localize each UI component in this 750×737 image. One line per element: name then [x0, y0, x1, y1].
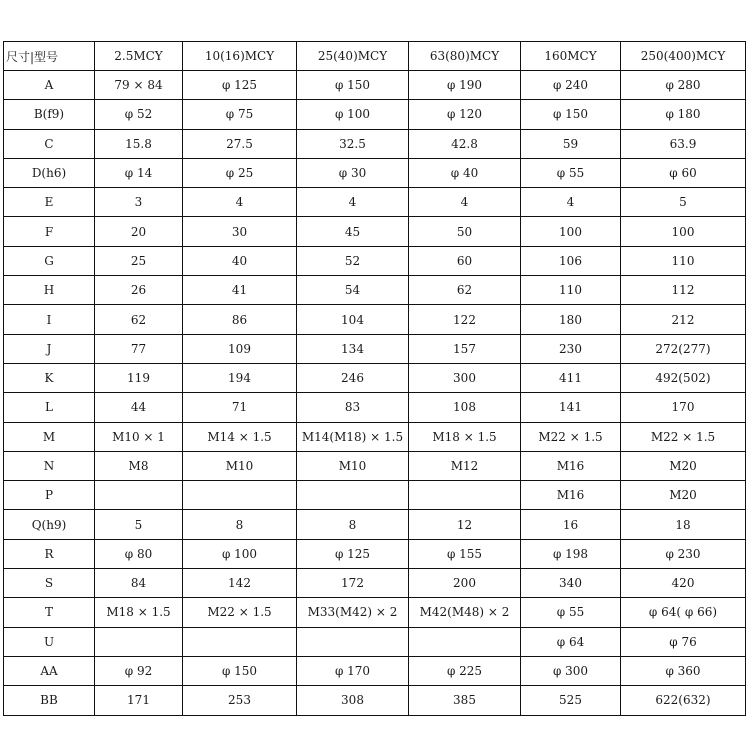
- table-row: [4, 363, 746, 392]
- table-cell: 44: [95, 393, 183, 422]
- table-cell: 142: [183, 569, 297, 598]
- table-row: [4, 217, 746, 246]
- table-cell: M14 × 1.5: [183, 422, 297, 451]
- table-cell: φ 120: [409, 100, 521, 129]
- table-cell: φ 14: [95, 158, 183, 187]
- row-label: K: [4, 363, 95, 392]
- table-row: [4, 158, 746, 187]
- table-cell: φ 155: [409, 539, 521, 568]
- table-cell: φ 240: [521, 71, 621, 100]
- table-cell: [183, 481, 297, 510]
- table-cell: 411: [521, 363, 621, 392]
- row-label: Q(h9): [4, 510, 95, 539]
- table-cell: φ 64( φ 66): [621, 598, 746, 627]
- table-cell: 77: [95, 334, 183, 363]
- table-cell: φ 76: [621, 627, 746, 656]
- header-model-4: 63(80)MCY: [409, 42, 521, 71]
- row-label: B(f9): [4, 100, 95, 129]
- table-cell: 79 × 84: [95, 71, 183, 100]
- table-cell: 42.8: [409, 129, 521, 158]
- dimension-table: [3, 41, 746, 716]
- table-cell: 172: [297, 569, 409, 598]
- table-cell: 3: [95, 188, 183, 217]
- table-cell: φ 92: [95, 656, 183, 685]
- table-cell: 109: [183, 334, 297, 363]
- table-cell: 30: [183, 217, 297, 246]
- table-cell: M22 × 1.5: [521, 422, 621, 451]
- table-row: [4, 481, 746, 510]
- table-cell: 246: [297, 363, 409, 392]
- table-cell: 171: [95, 686, 183, 715]
- row-label: T: [4, 598, 95, 627]
- table-cell: 110: [621, 246, 746, 275]
- row-label: I: [4, 305, 95, 334]
- table-row: [4, 656, 746, 685]
- row-label: H: [4, 276, 95, 305]
- table-cell: φ 150: [183, 656, 297, 685]
- row-label: D(h6): [4, 158, 95, 187]
- table-cell: φ 360: [621, 656, 746, 685]
- table-row: [4, 393, 746, 422]
- table-cell: 60: [409, 246, 521, 275]
- header-model-1: 2.5MCY: [95, 42, 183, 71]
- table-cell: 83: [297, 393, 409, 422]
- table-cell: [95, 481, 183, 510]
- table-cell: [183, 627, 297, 656]
- table-cell: φ 190: [409, 71, 521, 100]
- table-cell: 180: [521, 305, 621, 334]
- table-cell: φ 30: [297, 158, 409, 187]
- table-cell: 20: [95, 217, 183, 246]
- table-cell: φ 60: [621, 158, 746, 187]
- table-cell: 492(502): [621, 363, 746, 392]
- table-cell: 5: [621, 188, 746, 217]
- table-cell: [409, 627, 521, 656]
- table-cell: φ 180: [621, 100, 746, 129]
- table-cell: 622(632): [621, 686, 746, 715]
- table-cell: 340: [521, 569, 621, 598]
- row-label: L: [4, 393, 95, 422]
- table-row: [4, 100, 746, 129]
- row-label: S: [4, 569, 95, 598]
- table-cell: 41: [183, 276, 297, 305]
- table-cell: 62: [95, 305, 183, 334]
- table-cell: φ 125: [183, 71, 297, 100]
- header-row: [4, 42, 746, 71]
- table-row: [4, 334, 746, 363]
- table-cell: 230: [521, 334, 621, 363]
- table-cell: 119: [95, 363, 183, 392]
- table-cell: M10: [297, 451, 409, 480]
- table-cell: φ 198: [521, 539, 621, 568]
- table-cell: M20: [621, 451, 746, 480]
- table-cell: 134: [297, 334, 409, 363]
- table-cell: 52: [297, 246, 409, 275]
- row-label: R: [4, 539, 95, 568]
- table-cell: 253: [183, 686, 297, 715]
- table-cell: 16: [521, 510, 621, 539]
- row-label: U: [4, 627, 95, 656]
- table-cell: 200: [409, 569, 521, 598]
- table-cell: φ 150: [521, 100, 621, 129]
- row-label: BB: [4, 686, 95, 715]
- table-cell: 4: [521, 188, 621, 217]
- table-cell: 212: [621, 305, 746, 334]
- table-cell: 18: [621, 510, 746, 539]
- table-cell: 25: [95, 246, 183, 275]
- table-cell: φ 100: [183, 539, 297, 568]
- row-label: M: [4, 422, 95, 451]
- table-cell: M20: [621, 481, 746, 510]
- table-cell: 12: [409, 510, 521, 539]
- table-cell: [95, 627, 183, 656]
- table-cell: φ 300: [521, 656, 621, 685]
- table-row: [4, 510, 746, 539]
- table-row: [4, 569, 746, 598]
- header-model-2: 10(16)MCY: [183, 42, 297, 71]
- table-cell: 54: [297, 276, 409, 305]
- table-cell: 5: [95, 510, 183, 539]
- table-cell: φ 55: [521, 158, 621, 187]
- table-cell: 27.5: [183, 129, 297, 158]
- table-cell: φ 25: [183, 158, 297, 187]
- table-cell: M33(M42) × 2: [297, 598, 409, 627]
- table-cell: φ 55: [521, 598, 621, 627]
- table-cell: 194: [183, 363, 297, 392]
- row-label: G: [4, 246, 95, 275]
- table-cell: 15.8: [95, 129, 183, 158]
- table-row: [4, 451, 746, 480]
- table-cell: M10: [183, 451, 297, 480]
- header-model-3: 25(40)MCY: [297, 42, 409, 71]
- table-cell: φ 52: [95, 100, 183, 129]
- table-cell: 62: [409, 276, 521, 305]
- table-cell: 141: [521, 393, 621, 422]
- table-cell: 420: [621, 569, 746, 598]
- row-label: E: [4, 188, 95, 217]
- table-cell: 50: [409, 217, 521, 246]
- table-row: [4, 276, 746, 305]
- table-cell: [409, 481, 521, 510]
- table-cell: 385: [409, 686, 521, 715]
- table-cell: 525: [521, 686, 621, 715]
- table-cell: φ 280: [621, 71, 746, 100]
- table-cell: 122: [409, 305, 521, 334]
- table-cell: 8: [297, 510, 409, 539]
- table-row: [4, 627, 746, 656]
- table-cell: φ 230: [621, 539, 746, 568]
- table-cell: 300: [409, 363, 521, 392]
- table-cell: φ 64: [521, 627, 621, 656]
- table-cell: M14(M18) × 1.5: [297, 422, 409, 451]
- table-row: [4, 422, 746, 451]
- table-cell: 104: [297, 305, 409, 334]
- table-cell: 106: [521, 246, 621, 275]
- table-row: [4, 129, 746, 158]
- table-cell: 4: [297, 188, 409, 217]
- row-label: A: [4, 71, 95, 100]
- table-cell: M12: [409, 451, 521, 480]
- table-cell: M42(M48) × 2: [409, 598, 521, 627]
- table-cell: 112: [621, 276, 746, 305]
- table-body: [4, 71, 746, 716]
- table-cell: [297, 627, 409, 656]
- table-cell: 26: [95, 276, 183, 305]
- table-cell: 8: [183, 510, 297, 539]
- table-cell: 71: [183, 393, 297, 422]
- table-row: [4, 305, 746, 334]
- header-model-5: 160MCY: [521, 42, 621, 71]
- table-cell: φ 225: [409, 656, 521, 685]
- table-cell: 157: [409, 334, 521, 363]
- table-row: [4, 188, 746, 217]
- table-cell: 108: [409, 393, 521, 422]
- table-cell: M16: [521, 481, 621, 510]
- table-cell: φ 80: [95, 539, 183, 568]
- table-cell: M16: [521, 451, 621, 480]
- table-cell: 170: [621, 393, 746, 422]
- table-cell: M8: [95, 451, 183, 480]
- row-label: P: [4, 481, 95, 510]
- table-cell: 86: [183, 305, 297, 334]
- table-cell: 308: [297, 686, 409, 715]
- table-cell: M18 × 1.5: [409, 422, 521, 451]
- table-cell: φ 75: [183, 100, 297, 129]
- row-label: N: [4, 451, 95, 480]
- table-row: [4, 246, 746, 275]
- table-cell: 59: [521, 129, 621, 158]
- table-cell: 4: [409, 188, 521, 217]
- table-cell: M10 × 1: [95, 422, 183, 451]
- table-cell: M18 × 1.5: [95, 598, 183, 627]
- table-cell: 4: [183, 188, 297, 217]
- table-cell: φ 150: [297, 71, 409, 100]
- table-cell: φ 170: [297, 656, 409, 685]
- table-cell: φ 100: [297, 100, 409, 129]
- table-cell: M22 × 1.5: [621, 422, 746, 451]
- header-model-6: 250(400)MCY: [621, 42, 746, 71]
- table-cell: 272(277): [621, 334, 746, 363]
- table-cell: [297, 481, 409, 510]
- table-cell: 110: [521, 276, 621, 305]
- row-label: F: [4, 217, 95, 246]
- row-label: J: [4, 334, 95, 363]
- table-cell: 63.9: [621, 129, 746, 158]
- table-cell: 100: [621, 217, 746, 246]
- table-cell: 40: [183, 246, 297, 275]
- table-row: [4, 598, 746, 627]
- header-dimension-model: 尺寸|型号: [4, 42, 95, 71]
- table-cell: φ 40: [409, 158, 521, 187]
- row-label: AA: [4, 656, 95, 685]
- table-cell: 45: [297, 217, 409, 246]
- table-row: [4, 539, 746, 568]
- row-label: C: [4, 129, 95, 158]
- table-cell: 100: [521, 217, 621, 246]
- table-row: [4, 71, 746, 100]
- table-row: [4, 686, 746, 715]
- table-cell: φ 125: [297, 539, 409, 568]
- table-cell: 84: [95, 569, 183, 598]
- table-cell: M22 × 1.5: [183, 598, 297, 627]
- table-cell: 32.5: [297, 129, 409, 158]
